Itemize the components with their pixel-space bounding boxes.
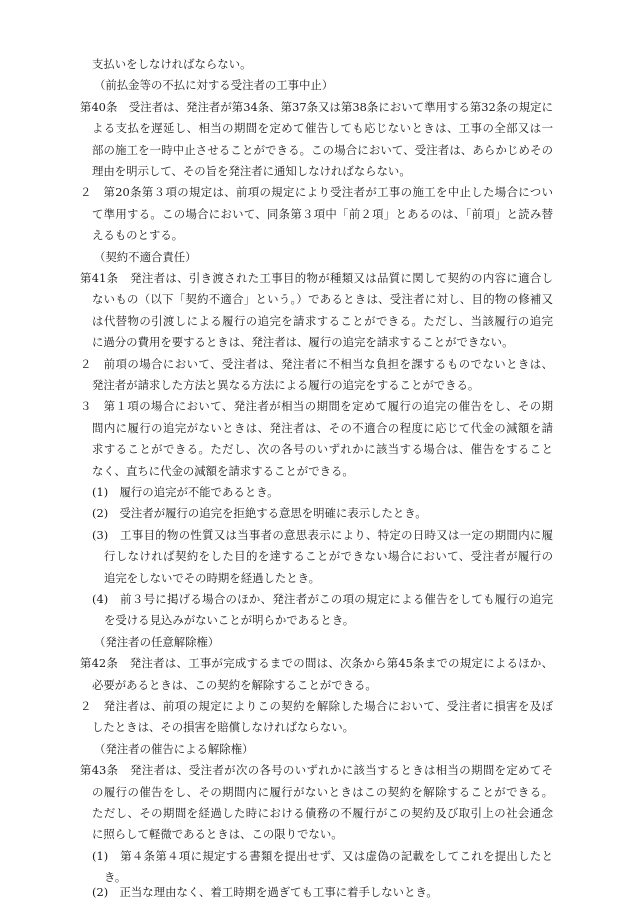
list-item-cont: 追完をしないでその時期を経過したとき。 [104, 570, 320, 585]
body-line: したときは、その損害を賠償しなければならない。 [92, 720, 354, 735]
body-line: ないもの（以下「契約不適合」という。）であるときは、受注者に対し、目的物の修補又 [92, 292, 553, 307]
list-item-cont: き。 [104, 870, 127, 885]
section-heading: （発注者の任意解除権） [94, 634, 220, 649]
section-heading: （発注者の催告による解除権） [94, 741, 254, 756]
article-line: 第42条 発注者は、工事が完成するまでの間は、次条から第45条までの規定によるほか、 [80, 656, 553, 671]
body-line: 間内に履行の追完がないときは、発注者は、その不適合の程度に応じて代金の減額を請 [92, 420, 553, 435]
list-item: (3) 工事目的物の性質又は当事者の意思表示により、特定の日時又は一定の期間内に履 [92, 527, 553, 542]
list-item: (2) 受注者が履行の追完を拒絶する意思を明確に表示したとき。 [92, 506, 427, 521]
body-line: ただし、その期間を経過した時における債務の不履行がこの契約及び取引上の社会通念 [92, 806, 553, 820]
article-line: 第41条 発注者は、引き渡された工事目的物が種類又は品質に関して契約の内容に適合し [80, 271, 553, 285]
section-heading: （契約不適合責任） [94, 249, 197, 264]
list-item: (1) 第４条第４項に規定する書類を提出せず、又は虚偽の記載をしてこれを提出したと [92, 848, 553, 863]
list-item: (1) 履行の追完が不能であるとき。 [92, 485, 279, 499]
body-line: 部の施工を一時中止させることができる。この場合において、受注者は、あらかじめその [92, 142, 553, 157]
article-line: 第40条 受注者は、発注者が第34条、第37条又は第38条において準用する第32条の規定に [80, 99, 553, 114]
body-line: 発注者が請求した方法と異なる方法による履行の追完をすることができる。 [92, 378, 480, 392]
body-line: 支払いをしなければならない。 [92, 57, 252, 71]
body-line: よる支払を遅延し、相当の期間を定めて催告しても応じないときは、工事の全部又は一 [92, 121, 553, 136]
body-line: て準用する。この場合において、同条第３項中「前２項」とあるのは、「前項」と読み替 [92, 206, 553, 221]
list-item: (4) 前３号に掲げる場合のほか、発注者がこの項の規定による催告をしても履行の追完 [92, 592, 553, 606]
list-item-cont: 行しなければ契約をした目的を達することができない場合において、受注者が履行の [104, 549, 553, 564]
article-line: 第43条 発注者は、受注者が次の各号のいずれかに該当するときは相当の期間を定めてそ [80, 763, 553, 778]
paragraph-line: ２ 前項の場合において、受注者は、発注者に不相当な負担を課するものでないときは、 [80, 356, 553, 371]
list-item-cont: を受ける見込みがないことが明らかであるとき。 [104, 613, 355, 628]
paragraph-line: ３ 第１項の場合において、発注者が相当の期間を定めて履行の追完の催告をし、その期 [80, 399, 553, 414]
body-line: えるものとする。 [92, 228, 184, 243]
section-heading: （前払金等の不払に対する受注者の工事中止） [94, 78, 334, 93]
body-line: の履行の催告をし、その期間内に履行がないときはこの契約を解除することができる。 [92, 784, 553, 799]
paragraph-line: ２ 発注者は、前項の規定によりこの契約を解除した場合において、受注者に損害を及ぼ [80, 699, 553, 713]
body-line: に過分の費用を要するときは、発注者は、履行の追完を請求することができない。 [92, 335, 514, 350]
paragraph-line: ２ 第20条第３項の規定は、前項の規定により受注者が工事の施工を中止した場合につい [80, 185, 553, 200]
body-line: は代替物の引渡しによる履行の追完を請求することができる。ただし、当該履行の追完 [92, 313, 553, 328]
body-line: 理由を明示して、その旨を発注者に通知しなければならない。 [92, 164, 411, 178]
body-line: に照らして軽微であるときは、この限りでない。 [92, 827, 343, 842]
list-item: (2) 正当な理由なく、着工時期を過ぎても工事に着手しないとき。 [92, 885, 438, 899]
body-line: 求することができる。ただし、次の各号のいずれかに該当する場合は、催告をすること [92, 442, 553, 457]
body-line: なく、直ちに代金の減額を請求することができる。 [92, 463, 354, 478]
body-line: 必要があるときは、この契約を解除することができる。 [92, 677, 377, 692]
